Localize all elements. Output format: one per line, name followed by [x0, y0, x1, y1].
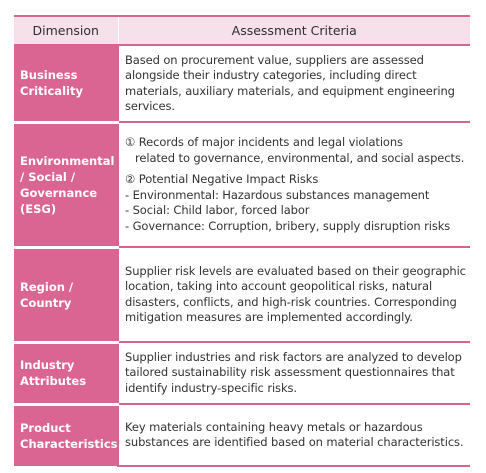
criteria-industry-attributes: Supplier industries and risk factors are analyzed to develop tailored sustainability risk assessment questionnaires that identify industry-specific risks. — [118, 342, 470, 404]
dimension-product-characteristics: Product Characteristics — [14, 404, 118, 466]
table-row — [14, 342, 470, 404]
dimension-industry-attributes: Industry Attributes — [14, 342, 118, 404]
esg-social: - Social: Child labor, forced labor — [125, 203, 310, 217]
header-dimension: Dimension — [14, 16, 118, 45]
header-assessment-criteria: Assessment Criteria — [118, 16, 470, 45]
esg-item-2: ② Potential Negative Impact Risks — [125, 172, 319, 186]
table-row — [14, 45, 470, 122]
esg-item-1-cont: related to governance, environmental, and social aspects. — [135, 150, 465, 165]
table-header-row — [14, 16, 470, 45]
esg-governance: - Governance: Corruption, bribery, supply disruption risks — [125, 218, 451, 233]
table-row — [14, 247, 470, 342]
table-row — [14, 404, 470, 466]
dimension-label: Business Criticality — [20, 68, 83, 99]
dimension-business-criticality — [14, 45, 118, 122]
dimension-esg: Environmental / Social / Governance (ESG) — [14, 122, 118, 247]
esg-item-1: ① Records of major incidents and legal violations — [125, 135, 403, 149]
criteria-product-characteristics: Key materials containing heavy metals or hazardous substances are identified based on material characteristics. — [118, 404, 470, 466]
assessment-table — [14, 15, 470, 467]
criteria-region-country: Supplier risk levels are evaluated based on their geographic location, taking into account geopolitical risks, natural disasters, conflicts, and high-risk countries. Corresponding mitigation measures are implemented accordingly. — [118, 247, 470, 342]
criteria-business-criticality: Based on procurement value, suppliers are assessed alongside their industry categories, including direct materials, auxiliary materials, and equipment engineering services. — [118, 45, 470, 122]
table-row — [14, 122, 470, 247]
criteria-esg — [118, 122, 470, 247]
assessment-table-container — [14, 15, 470, 467]
esg-environmental: - Environmental: Hazardous substances management — [125, 187, 430, 202]
dimension-region-country: Region / Country — [14, 247, 118, 342]
